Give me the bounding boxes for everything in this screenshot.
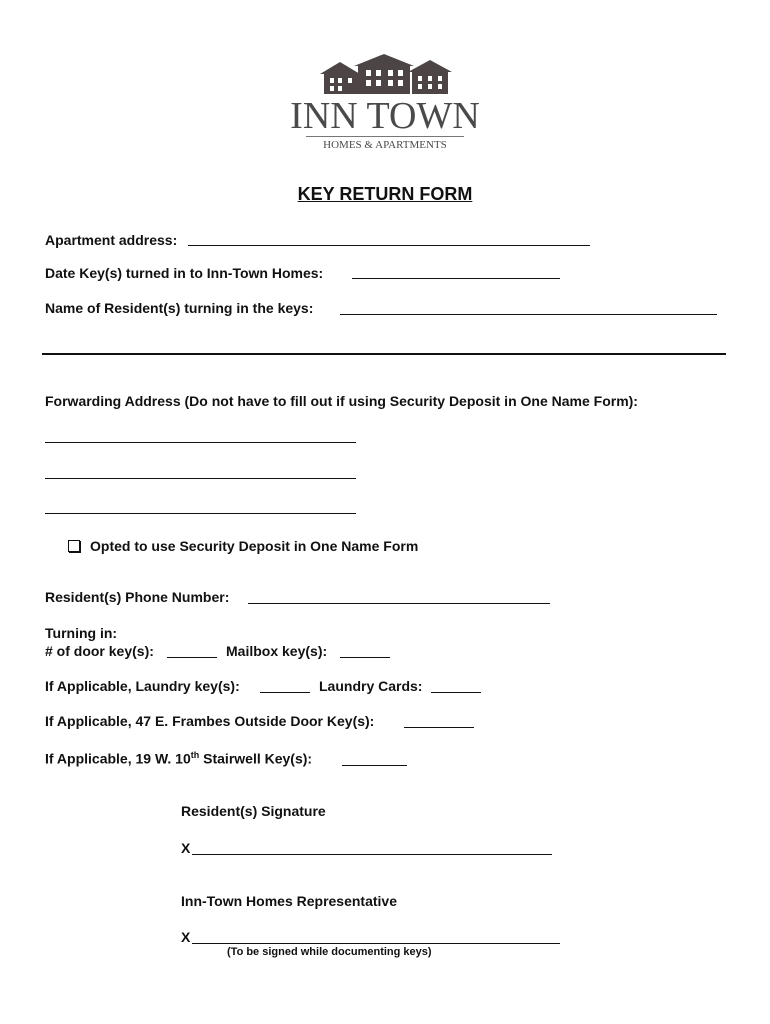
representative-signature-field[interactable]: [192, 943, 560, 944]
company-logo: [284, 52, 486, 156]
forwarding-address-label: Forwarding Address (Do not have to fill out if using Security Deposit in One Name Form):: [45, 393, 638, 409]
buildings-icon: [318, 52, 454, 94]
representative-signature-x: X: [181, 929, 191, 945]
security-deposit-label: Opted to use Security Deposit in One Name Form: [90, 538, 419, 554]
laundry-cards-label: Laundry Cards:: [319, 678, 423, 694]
resident-name-continuation-line[interactable]: [42, 353, 726, 355]
forwarding-address-line-1[interactable]: [45, 442, 356, 443]
date-keys-field[interactable]: [352, 278, 560, 279]
resident-signature-field[interactable]: [192, 854, 552, 855]
resident-name-field[interactable]: [340, 314, 717, 315]
door-keys-label: # of door key(s):: [45, 643, 154, 659]
forwarding-address-line-2[interactable]: [45, 478, 356, 479]
turning-in-label: Turning in:: [45, 625, 118, 641]
logo-divider: [306, 136, 464, 137]
stairwell-keys-label: [45, 750, 312, 767]
phone-field[interactable]: [248, 603, 550, 604]
phone-label: Resident(s) Phone Number:: [45, 589, 230, 605]
representative-signature-label: Inn-Town Homes Representative: [181, 893, 398, 909]
stairwell-keys-field[interactable]: [342, 765, 407, 766]
stairwell-prefix: If Applicable, 19 W. 10: [45, 750, 191, 767]
laundry-keys-field[interactable]: [260, 692, 310, 693]
mailbox-keys-field[interactable]: [340, 657, 390, 658]
stairwell-suffix: Stairwell Key(s):: [199, 750, 313, 767]
mailbox-keys-label: Mailbox key(s):: [226, 643, 328, 659]
logo-tagline: HOMES & APARTMENTS: [323, 139, 447, 151]
form-title: KEY RETURN FORM: [297, 184, 473, 204]
laundry-keys-label: If Applicable, Laundry key(s):: [45, 678, 240, 694]
resident-signature-label: Resident(s) Signature: [181, 803, 326, 819]
door-keys-field[interactable]: [167, 657, 217, 658]
representative-signature-note: (To be signed while documenting keys): [227, 946, 432, 958]
resident-signature-x: X: [181, 840, 191, 856]
logo-brand: INN TOWN: [290, 95, 480, 137]
frambes-keys-field[interactable]: [404, 727, 474, 728]
resident-name-label: Name of Resident(s) turning in the keys:: [45, 300, 314, 316]
forwarding-address-line-3[interactable]: [45, 513, 356, 514]
apartment-address-field[interactable]: [188, 245, 590, 246]
stairwell-superscript: th: [190, 750, 200, 760]
apartment-address-label: Apartment address:: [45, 232, 178, 248]
security-deposit-checkbox[interactable]: [68, 540, 80, 552]
laundry-cards-field[interactable]: [431, 692, 481, 693]
frambes-keys-label: If Applicable, 47 E. Frambes Outside Door Key(s):: [45, 713, 375, 729]
date-keys-label: Date Key(s) turned in to Inn-Town Homes:: [45, 265, 324, 281]
